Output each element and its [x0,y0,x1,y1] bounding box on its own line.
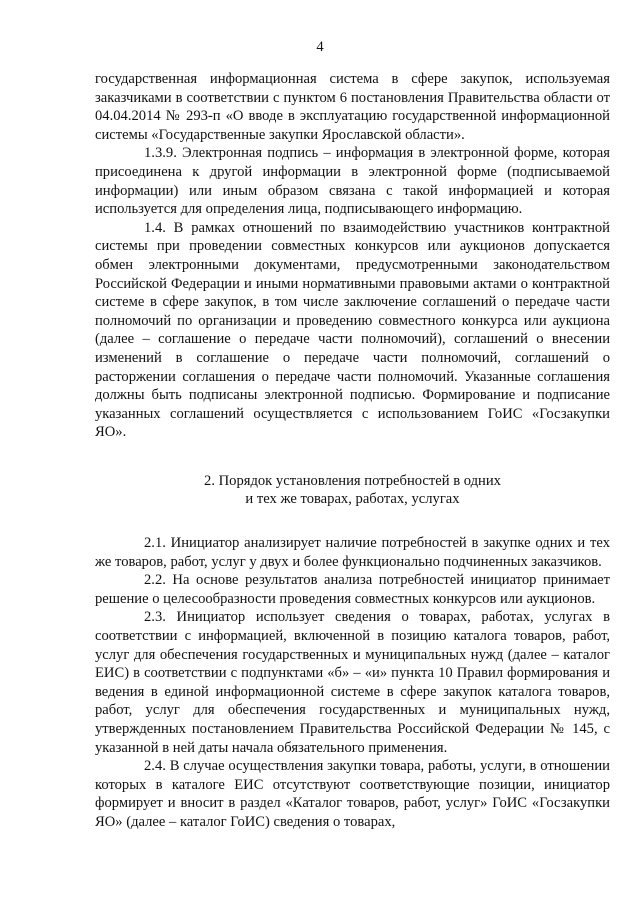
section-heading-line-1: 2. Порядок установления потребностей в одних [204,472,501,489]
paragraph-1-3-9: 1.3.9. Электронная подпись – информация в электронной форме, которая присоединена к другой информации в электронной форме (подписываемой информации) или иным образом связана с такой информацией и которая используется для определения лица, подписывающего информацию. [95,145,610,218]
paragraph-2-2: 2.2. На основе результатов анализа потребностей инициатор принимает решение о целесообразности проведения совместных конкурсов или аукционов. [95,572,610,607]
section-heading [95,472,610,509]
page-number: 4 [316,39,324,55]
paragraph-2-4: 2.4. В случае осуществления закупки товара, работы, услуги, в отношении которых в каталоге ЕИС отсутствуют соответствующие позиции, инициатор формирует и вносит в раздел «Каталог товаров, работ, услуг» ГоИС «Госзакупки ЯО» (далее – каталог ГоИС) сведения о товарах, [95,758,610,830]
paragraph-2-1: 2.1. Инициатор анализирует наличие потребностей в закупке одних и тех же товаров, работ, услуг у двух и более функционально подчиненных заказчиков. [95,535,610,570]
paragraph-1-4: 1.4. В рамках отношений по взаимодействию участников контрактной системы при проведении совместных конкурсов или аукционов допускается обмен электронными документами, предусмотренными законодательством Российской Федерации и иными нормативными правовыми актами о контрактной системе в сфере закупок, в том числе заключение соглашений о передаче части полномочий по организации и проведению совместного конкурса или аукциона (далее – соглашение о передаче части полномочий), соглашений о внесении изменений в соглашение о передаче части полномочий, соглашений о расторжении соглашения о передаче части полномочий. Указанные соглашения должны быть подписаны электронной подписью. Формирование и подписание указанных соглашений осуществляется с использованием ГоИС «Госзакупки ЯО». [95,219,610,441]
section-heading-line-2: и тех же товарах, работах, услугах [245,491,460,508]
document-body [95,70,610,832]
paragraph-continuation: государственная информационная система в сфере закупок, используемая заказчиками в соответствии с пунктом 6 постановления Правительства области от 04.04.2014 № 293-п «О вводе в эксплуатацию государственной информационной системы «Государственные закупки Ярославской области». [95,71,610,143]
paragraph-2-3: 2.3. Инициатор использует сведения о товарах, работах, услугах в соответствии с информацией, включенной в позицию каталога товаров, работ, услуг для обеспечения государственных и муниципальных нужд (далее – каталог ЕИС) в соответствии с подпунктами «б» – «и» пункта 10 Правил формирования и ведения в единой информационной системе в сфере закупок каталога товаров, работ, услуг для обеспечения государственных и муниципальных нужд, утвержденных постановлением Правительства Российской Федерации № 145, с указанной в ней даты начала обязательного применения. [95,609,610,756]
